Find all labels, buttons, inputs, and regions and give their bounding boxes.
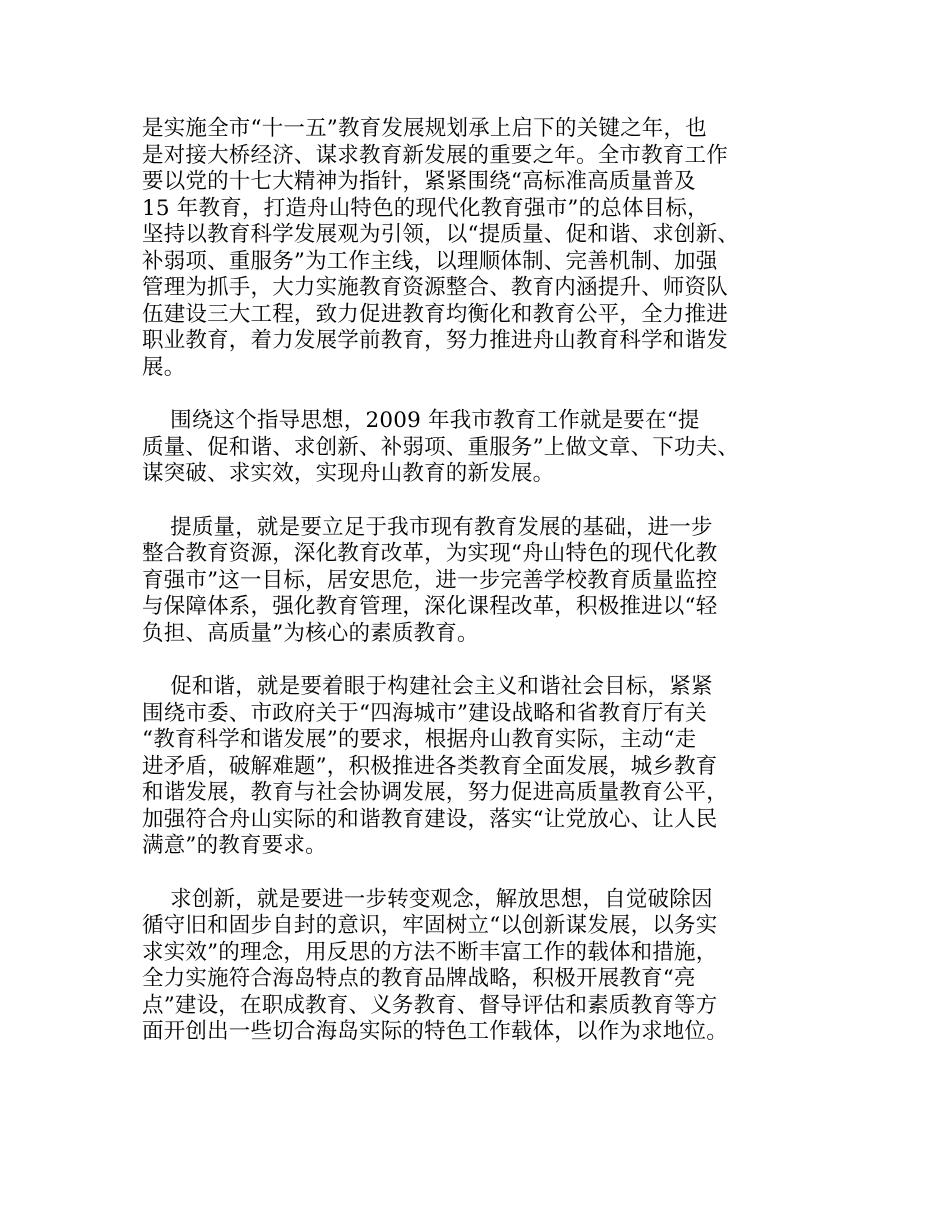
text-line: 进矛盾，破解难题”，积极推进各类教育全面发展，城乡教育 [142,753,718,779]
text-line: 提质量，就是要立足于我市现有教育发展的基础，进一步 [142,514,713,540]
text-line: 促和谐，就是要着眼于构建社会主义和谐社会目标，紧紧 [142,674,713,699]
text-line: 展。 [142,354,186,380]
text-line: 是实施全市“十一五”教育发展规划承上启下的关键之年，也 [142,116,707,141]
text-line: 要以党的十七大精神为指针，紧紧围绕“高标准高质量普及 [142,169,696,194]
text-line: 负担、高质量”为核心的素质教育。 [142,620,479,646]
text-line: 谋突破、求实效，实现舟山教育的新发展。 [142,461,555,486]
text-line: 点”建设，在职成教育、义务教育、督导评估和素质教育等方 [142,992,718,1018]
text-line: 坚持以教育科学发展观为引领，以“提质量、促和谐、求创新、 [142,222,740,247]
text-line: 质量、促和谐、求创新、补弱项、重服务”上做文章、下功夫、 [142,434,740,460]
text-line: “教育科学和谐发展”的要求，根据舟山教育实际，主动“走 [142,727,697,752]
text-line: 加强符合舟山实际的和谐教育建设，落实“让党放心、让人民 [142,806,718,832]
text-line: 补弱项、重服务”为工作主线，以理顺体制、完善机制、加强 [142,248,718,274]
text-line: 伍建设三大工程，致力促进教育均衡化和教育公平，全力推进 [142,301,728,327]
text-line: 围绕这个指导思想，2009 年我市教育工作就是要在“提 [142,408,700,433]
text-line: 职业教育，着力发展学前教育，努力推进舟山教育科学和谐发 [142,328,728,353]
text-line: 围绕市委、市政府关于“四海城市”建设战略和省教育厅有关 [142,700,707,726]
text-line: 育强市”这一目标，居安思危，进一步完善学校教育质量监控 [142,567,718,593]
body-text [142,116,842,1073]
text-line: 管理为抓手，大力实施教育资源整合、教育内涵提升、师资队 [142,275,728,300]
text-line: 和谐发展，教育与社会协调发展，努力促进高质量教育公平， [142,780,728,805]
text-line: 与保障体系，强化教育管理，深化课程改革，积极推进以“轻 [142,594,718,619]
text-line: 求实效”的理念，用反思的方法不断丰富工作的载体和措施， [142,939,718,965]
text-line: 求创新，就是要进一步转变观念，解放思想，自觉破除因 [142,886,713,912]
text-line: 整合教育资源，深化教育改革，为实现“舟山特色的现代化教 [142,541,718,566]
paragraph-3 [142,515,842,648]
text-line: 是对接大桥经济、谋求教育新发展的重要之年。全市教育工作 [142,142,728,168]
paragraph-5 [142,887,842,1046]
text-line: 满意”的教育要求。 [142,833,327,858]
text-line: 循守旧和固步自封的意识，牢固树立“以创新谋发展，以务实 [142,913,718,938]
paragraph-2 [142,408,842,488]
paragraph-1 [142,116,842,381]
text-line: 面开创出一些切合海岛实际的特色工作载体，以作为求地位。 [142,1019,728,1044]
text-line: 15 年教育，打造舟山特色的现代化教育强市”的总体目标， [142,195,709,221]
paragraph-4 [142,674,842,860]
text-line: 全力实施符合海岛特点的教育品牌战略，积极开展教育“亮 [142,966,696,991]
